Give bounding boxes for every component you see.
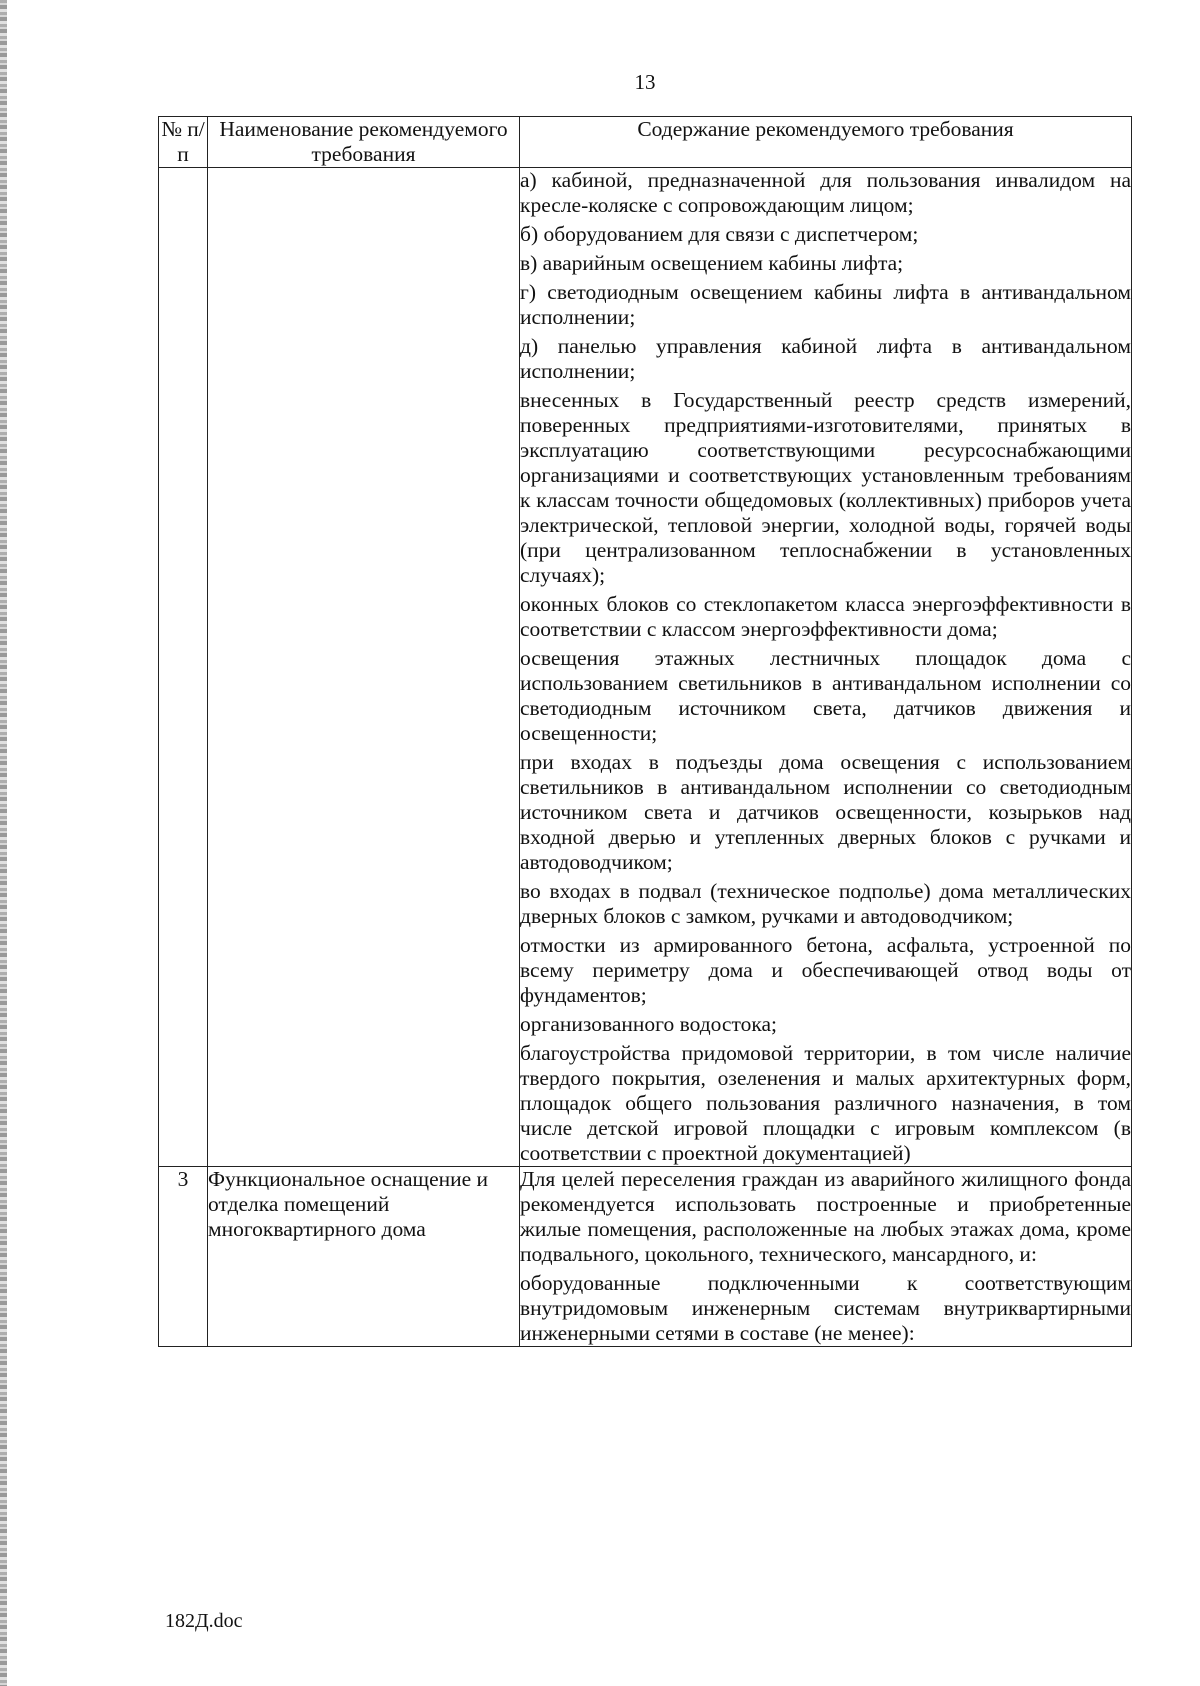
content-paragraph: а) кабиной, предназначенной для пользования инвалидом на кресле-коляске с сопровождающим лицом;	[520, 168, 1131, 217]
content-paragraph: оконных блоков со стеклопакетом класса энергоэффективности в соответствии с классом энергоэффективности дома;	[520, 592, 1131, 641]
footer-doc-name: 182Д.doc	[165, 1610, 243, 1632]
row-number	[159, 168, 208, 1167]
row-name: Функциональное оснащение и отделка помещений многоквартирного дома	[208, 1167, 520, 1347]
header-content: Содержание рекомендуемого требования	[520, 117, 1132, 168]
row-content	[520, 168, 1132, 1167]
content-paragraph: освещения этажных лестничных площадок дома с использованием светильников в антивандальном исполнении со светодиодным источником света, датчиков движения и освещенности;	[520, 646, 1131, 745]
table-row	[159, 168, 1132, 1167]
requirements-table	[158, 116, 1132, 1347]
content-paragraph: отмостки из армированного бетона, асфальта, устроенной по всему периметру дома и обеспечивающей отвод воды от фундаментов;	[520, 933, 1131, 1007]
content-paragraph: в) аварийным освещением кабины лифта;	[520, 251, 904, 275]
header-number: № п/п	[159, 117, 208, 168]
table-header-row	[159, 117, 1132, 168]
content-paragraph: при входах в подъезды дома освещения с использованием светильников в антивандальном исполнении со светодиодным источником света и датчиков освещенности, козырьков над входной дверью и утепленных дверных блоков с ручками и автодоводчиком;	[520, 750, 1131, 874]
content-paragraph: во входах в подвал (техническое подполье) дома металлических дверных блоков с замком, ручками и автодоводчиком;	[520, 879, 1131, 928]
content-paragraph: оборудованные подключенными к соответствующим внутридомовым инженерным системам внутриквартирными инженерными сетями в составе (не менее):	[520, 1271, 1131, 1345]
content-paragraph: Для целей переселения граждан из аварийного жилищного фонда рекомендуется использовать построенные и приобретенные жилые помещения, расположенные на любых этажах дома, кроме подвального, цокольного, технического, мансардного, и:	[520, 1167, 1131, 1266]
content-paragraph: д) панелью управления кабиной лифта в антивандальном исполнении;	[520, 334, 1131, 383]
content-paragraph: благоустройства придомовой территории, в том числе наличие твердого покрытия, озеленения и малых архитектурных форм, площадок общего пользования различного назначения, в том числе детской игровой площадки с игровым комплексом (в соответствии с проектной документацией)	[520, 1041, 1131, 1165]
content-paragraph: б) оборудованием для связи с диспетчером;	[520, 222, 919, 246]
content-paragraph: организованного водостока;	[520, 1012, 777, 1036]
content-paragraph: внесенных в Государственный реестр средств измерений, поверенных предприятиями-изготовителями, принятых в эксплуатацию соответствующими ресурсоснабжающими организациями и соответствующих установленным требованиям к классам точности общедомовых (коллективных) приборов учета электрической, тепловой энергии, холодной воды, горячей воды (при централизованном теплоснабжении в установленных случаях);	[520, 388, 1131, 587]
table-row	[159, 1167, 1132, 1347]
row-content	[520, 1167, 1132, 1347]
page-number: 13	[634, 70, 656, 94]
content-paragraph: г) светодиодным освещением кабины лифта в антивандальном исполнении;	[520, 280, 1131, 329]
header-name: Наименование рекомендуемого требования	[208, 117, 520, 168]
scan-edge-decoration	[0, 0, 7, 1686]
row-name	[208, 168, 520, 1167]
row-number: 3	[159, 1167, 208, 1347]
